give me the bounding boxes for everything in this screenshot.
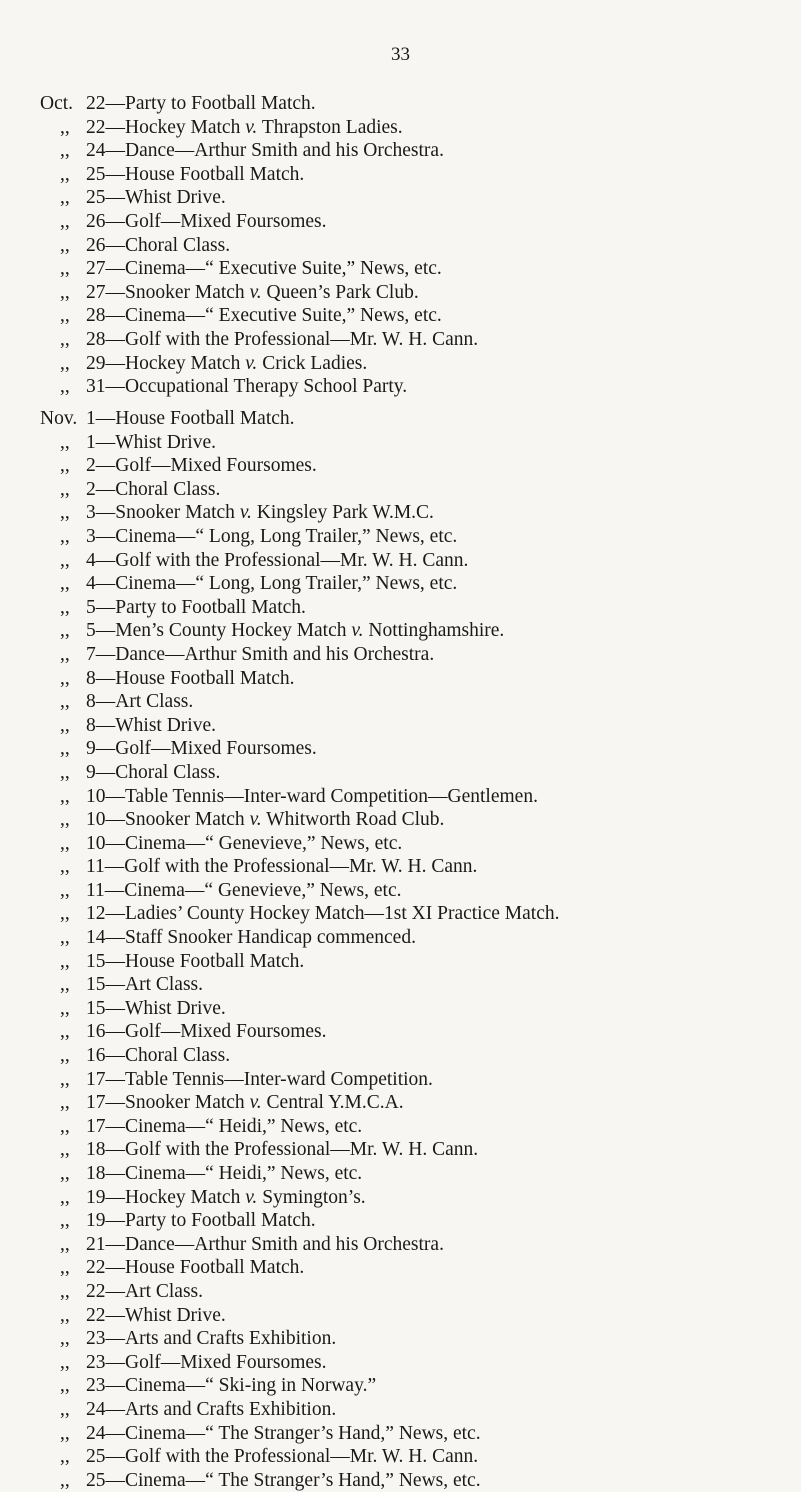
entry-line — [40, 525, 559, 549]
entry-text: 27—Snooker Match v. Queen’s Park Club. — [86, 281, 419, 303]
entry-text: 29—Hockey Match v. Crick Ladies. — [86, 352, 368, 374]
entry-line — [40, 1469, 559, 1492]
entry-line — [40, 431, 559, 455]
entry-text: 4—Golf with the Professional—Mr. W. H. Cann. — [86, 549, 469, 571]
entry-text: 17—Snooker Match v. Central Y.M.C.A. — [86, 1092, 404, 1114]
entry-line — [40, 1398, 559, 1422]
entry-text: 10—Cinema—“ Genevieve,” News, etc. — [86, 832, 403, 854]
ditto-mark: ,, — [60, 1328, 70, 1350]
entry-text: 25—Golf with the Professional—Mr. W. H. Cann. — [86, 1446, 479, 1468]
ditto-mark: ,, — [60, 620, 70, 642]
entry-text: 23—Cinema—“ Ski-ing in Norway.” — [86, 1375, 377, 1397]
ditto-mark: ,, — [60, 1139, 70, 1161]
entry-line — [40, 281, 478, 305]
entry-text: 22—Party to Football Match. — [86, 93, 316, 114]
entry-text: 25—Whist Drive. — [86, 187, 226, 209]
entry-line — [40, 1351, 559, 1375]
ditto-mark: ,, — [60, 1351, 70, 1373]
entry-text: 22—House Football Match. — [86, 1257, 305, 1279]
entry-line — [40, 186, 478, 210]
ditto-mark: ,, — [60, 478, 70, 500]
entry-line — [40, 785, 559, 809]
entry-line — [40, 879, 559, 903]
entry-text: 15—House Football Match. — [86, 950, 305, 972]
entry-text: 25—Cinema—“ The Stranger’s Hand,” News, etc. — [86, 1469, 481, 1491]
ditto-mark: ,, — [60, 1186, 70, 1208]
entry-line — [40, 973, 559, 997]
entry-line — [40, 407, 559, 431]
ditto-mark: ,, — [60, 1422, 70, 1444]
entry-line — [40, 926, 559, 950]
entry-text: 18—Golf with the Professional—Mr. W. H. Cann. — [86, 1139, 479, 1161]
entry-line — [40, 1445, 559, 1469]
ditto-mark: ,, — [60, 1257, 70, 1279]
entry-text: 21—Dance—Arthur Smith and his Orchestra. — [86, 1233, 444, 1255]
entry-text: 7—Dance—Arthur Smith and his Orchestra. — [86, 643, 435, 665]
entry-text: 1—Whist Drive. — [86, 431, 216, 453]
entry-text: 2—Choral Class. — [86, 478, 221, 500]
entry-text: 28—Cinema—“ Executive Suite,” News, etc. — [86, 305, 442, 327]
entry-line — [40, 478, 559, 502]
entry-line — [40, 1327, 559, 1351]
month-section-oct — [40, 92, 478, 399]
ditto-mark: ,, — [60, 234, 70, 256]
entry-line — [40, 1304, 559, 1328]
entry-text: 23—Arts and Crafts Exhibition. — [86, 1328, 337, 1350]
entry-text: 22—Whist Drive. — [86, 1304, 226, 1326]
entry-text: 26—Golf—Mixed Foursomes. — [86, 210, 327, 232]
entry-line — [40, 832, 559, 856]
entry-text: 2—Golf—Mixed Foursomes. — [86, 455, 317, 477]
entry-text: 4—Cinema—“ Long, Long Trailer,” News, etc. — [86, 573, 458, 595]
ditto-mark: ,, — [60, 950, 70, 972]
entry-line — [40, 210, 478, 234]
entry-line — [40, 328, 478, 352]
entry-line — [40, 1091, 559, 1115]
entry-line — [40, 375, 478, 399]
ditto-mark: ,, — [60, 856, 70, 878]
ditto-mark: ,, — [60, 502, 70, 524]
entry-line — [40, 714, 559, 738]
entry-text: 15—Whist Drive. — [86, 997, 226, 1019]
entry-text: 8—House Football Match. — [86, 667, 295, 689]
entry-line — [40, 92, 478, 116]
entry-text: 22—Hockey Match v. Thrapston Ladies. — [86, 116, 403, 138]
entry-line — [40, 643, 559, 667]
entry-text: 16—Choral Class. — [86, 1045, 231, 1067]
ditto-mark: ,, — [60, 738, 70, 760]
entry-text: 3—Snooker Match v. Kingsley Park W.M.C. — [86, 502, 434, 524]
ditto-mark: ,, — [60, 691, 70, 713]
entry-line — [40, 1068, 559, 1092]
entry-text: 24—Cinema—“ The Stranger’s Hand,” News, etc. — [86, 1422, 481, 1444]
entry-line — [40, 1209, 559, 1233]
entry-text: 8—Whist Drive. — [86, 714, 216, 736]
entry-text: 19—Party to Football Match. — [86, 1210, 316, 1232]
entry-line — [40, 1422, 559, 1446]
entry-text: 8—Art Class. — [86, 691, 194, 713]
entry-line — [40, 808, 559, 832]
entry-line — [40, 667, 559, 691]
ditto-mark: ,, — [60, 455, 70, 477]
entry-line — [40, 352, 478, 376]
ditto-mark: ,, — [60, 187, 70, 209]
entry-line — [40, 902, 559, 926]
ditto-mark: ,, — [60, 431, 70, 453]
entry-text: 1—House Football Match. — [86, 408, 295, 429]
entry-text: 3—Cinema—“ Long, Long Trailer,” News, etc. — [86, 525, 458, 547]
ditto-mark: ,, — [60, 376, 70, 398]
month-label: Oct. — [40, 93, 74, 114]
ditto-mark: ,, — [60, 573, 70, 595]
ditto-mark: ,, — [60, 903, 70, 925]
entry-line — [40, 855, 559, 879]
entry-text: 11—Golf with the Professional—Mr. W. H. Cann. — [86, 856, 478, 878]
entry-text: 17—Cinema—“ Heidi,” News, etc. — [86, 1115, 363, 1137]
entry-line — [40, 1020, 559, 1044]
ditto-mark: ,, — [60, 809, 70, 831]
entry-line — [40, 163, 478, 187]
ditto-mark: ,, — [60, 761, 70, 783]
entry-line — [40, 690, 559, 714]
entry-text: 15—Art Class. — [86, 974, 203, 996]
entry-text: 31—Occupational Therapy School Party. — [86, 376, 408, 398]
entry-text: 27—Cinema—“ Executive Suite,” News, etc. — [86, 258, 442, 280]
entry-line — [40, 549, 559, 573]
ditto-mark: ,, — [60, 258, 70, 280]
entry-line — [40, 619, 559, 643]
entry-line — [40, 1280, 559, 1304]
ditto-mark: ,, — [60, 305, 70, 327]
ditto-mark: ,, — [60, 1092, 70, 1114]
entry-line — [40, 304, 478, 328]
entry-text: 10—Table Tennis—Inter-ward Competition—Gentlemen. — [86, 785, 538, 807]
ditto-mark: ,, — [60, 643, 70, 665]
entry-text: 5—Party to Football Match. — [86, 596, 306, 618]
month-label: Nov. — [40, 408, 78, 429]
entry-line — [40, 596, 559, 620]
entry-line — [40, 116, 478, 140]
entry-line — [40, 1162, 559, 1186]
ditto-mark: ,, — [60, 1021, 70, 1043]
entry-text: 11—Cinema—“ Genevieve,” News, etc. — [86, 879, 402, 901]
entry-line — [40, 1233, 559, 1257]
ditto-mark: ,, — [60, 1446, 70, 1468]
entry-line — [40, 1115, 559, 1139]
ditto-mark: ,, — [60, 1304, 70, 1326]
entry-line — [40, 1138, 559, 1162]
entry-text: 26—Choral Class. — [86, 234, 231, 256]
entry-text: 16—Golf—Mixed Foursomes. — [86, 1021, 327, 1043]
entry-line — [40, 234, 478, 258]
ditto-mark: ,, — [60, 210, 70, 232]
entry-line — [40, 950, 559, 974]
ditto-mark: ,, — [60, 1068, 70, 1090]
ditto-mark: ,, — [60, 328, 70, 350]
entry-line — [40, 454, 559, 478]
entry-text: 9—Choral Class. — [86, 761, 221, 783]
ditto-mark: ,, — [60, 1210, 70, 1232]
entry-text: 18—Cinema—“ Heidi,” News, etc. — [86, 1163, 363, 1184]
ditto-mark: ,, — [60, 974, 70, 996]
ditto-mark: ,, — [60, 1280, 70, 1302]
entry-line — [40, 761, 559, 785]
ditto-mark: ,, — [60, 997, 70, 1019]
entry-text: 14—Staff Snooker Handicap commenced. — [86, 927, 416, 949]
ditto-mark: ,, — [60, 1398, 70, 1420]
entry-line — [40, 1256, 559, 1280]
entry-text: 17—Table Tennis—Inter-ward Competition. — [86, 1068, 433, 1090]
ditto-mark: ,, — [60, 927, 70, 949]
entry-text: 25—House Football Match. — [86, 163, 305, 185]
ditto-mark: ,, — [60, 1115, 70, 1137]
entry-text: 9—Golf—Mixed Foursomes. — [86, 738, 317, 760]
entry-line — [40, 737, 559, 761]
ditto-mark: ,, — [60, 1375, 70, 1397]
entry-line — [40, 257, 478, 281]
entry-line — [40, 1044, 559, 1068]
entry-line — [40, 139, 478, 163]
ditto-mark: ,, — [60, 785, 70, 807]
ditto-mark: ,, — [60, 879, 70, 901]
entry-line — [40, 997, 559, 1021]
entry-text: 23—Golf—Mixed Foursomes. — [86, 1351, 327, 1373]
entry-text: 24—Dance—Arthur Smith and his Orchestra. — [86, 140, 444, 162]
ditto-mark: ,, — [60, 549, 70, 571]
entry-line — [40, 1374, 559, 1398]
entry-text: 28—Golf with the Professional—Mr. W. H. Cann. — [86, 328, 479, 350]
month-section-nov — [40, 407, 559, 1492]
entry-text: 12—Ladies’ County Hockey Match—1st XI Practice Match. — [86, 903, 560, 925]
ditto-mark: ,, — [60, 832, 70, 854]
ditto-mark: ,, — [60, 667, 70, 689]
entry-text: 10—Snooker Match v. Whitworth Road Club. — [86, 809, 445, 831]
ditto-mark: ,, — [60, 352, 70, 374]
entry-line — [40, 1186, 559, 1210]
ditto-mark: ,, — [60, 1469, 70, 1491]
page-number: 33 — [391, 44, 410, 65]
entry-text: 24—Arts and Crafts Exhibition. — [86, 1398, 337, 1420]
ditto-mark: ,, — [60, 714, 70, 736]
entry-line — [40, 572, 559, 596]
ditto-mark: ,, — [60, 525, 70, 547]
ditto-mark: ,, — [60, 1045, 70, 1067]
entry-text: 22—Art Class. — [86, 1280, 203, 1302]
ditto-mark: ,, — [60, 596, 70, 618]
entry-line — [40, 501, 559, 525]
ditto-mark: ,, — [60, 116, 70, 138]
ditto-mark: ,, — [60, 163, 70, 185]
ditto-mark: ,, — [60, 1233, 70, 1255]
ditto-mark: ,, — [60, 281, 70, 303]
ditto-mark: ,, — [60, 1163, 70, 1184]
ditto-mark: ,, — [60, 140, 70, 162]
entry-text: 19—Hockey Match v. Symington’s. — [86, 1186, 366, 1208]
entry-text: 5—Men’s County Hockey Match v. Nottinghamshire. — [86, 620, 505, 642]
